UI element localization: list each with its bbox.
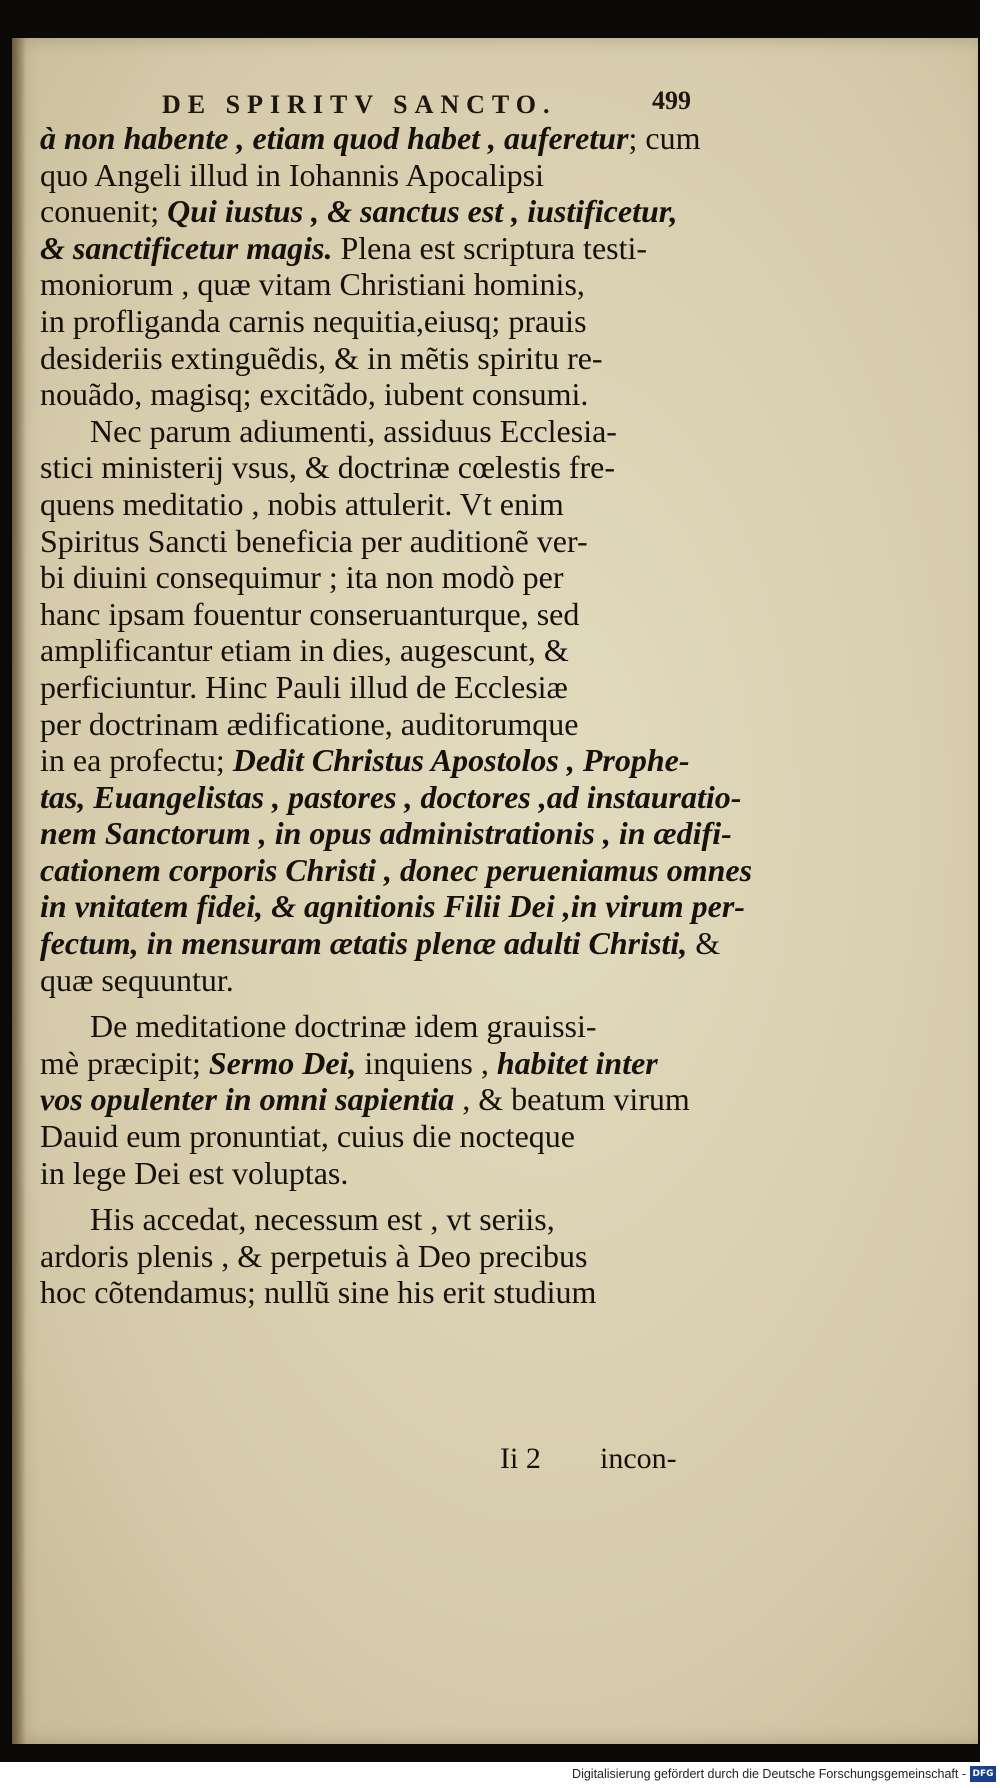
text-line: Spiritus Sancti beneficia per auditionẽ ver- [40, 522, 588, 559]
paragraph-gap [40, 1191, 700, 1201]
text-line: nem Sanctorum , in opus administrationis , in ædifi- [40, 815, 732, 852]
text-line: quo Angeli illud in Iohannis Apocalipsi [40, 156, 544, 193]
body-text [40, 120, 753, 1311]
text-line: nouãdo, magisq; excitãdo, iubent consumi. [40, 376, 589, 413]
dfg-logo: DFG [970, 1766, 996, 1782]
text-line: quens meditatio , nobis attulerit. Vt enim [40, 485, 564, 522]
text-line: amplificantur etiam in dies, augescunt, & [40, 632, 569, 669]
page-gutter-shadow [12, 38, 26, 1744]
signature-mark: Ii 2 [500, 1442, 541, 1475]
page-number: 499 [652, 86, 691, 115]
text-line: Dauid eum pronuntiat, cuius die nocteque [40, 1118, 575, 1155]
text-line: stici ministerij vsus, & doctrinæ cœlestis fre- [40, 449, 616, 486]
text-line: per doctrinam ædificatione, auditorumque [40, 705, 579, 742]
text-line: mè præcipit; Sermo Dei, inquiens , habitet inter [40, 1044, 658, 1081]
catchword: incon- [600, 1442, 677, 1475]
text-line: hoc cõtendamus; nullũ sine his erit studium [40, 1274, 597, 1311]
text-line: in lege Dei est voluptas. [40, 1154, 349, 1191]
text-line: ardoris plenis , & perpetuis à Deo precibus [40, 1237, 588, 1274]
text-line: tas, Euangelistas , pastores , doctores ,ad instauratio- [40, 778, 742, 815]
text-line: Nec parum adiumenti, assiduus Ecclesia- [90, 412, 617, 449]
text-line: conuenit; Qui iustus , & sanctus est , iustificetur, [40, 193, 678, 230]
book-page [12, 38, 978, 1744]
text-line: cationem corporis Christi , donec perueniamus omnes [40, 851, 753, 888]
text-line: in ea profectu; Dedit Christus Apostolos , Prophe- [40, 742, 690, 779]
digitization-footer [0, 1762, 1000, 1788]
text-line: vos opulenter in omni sapientia , & beatum virum [40, 1081, 690, 1118]
text-line: His accedat, necessum est , vt seriis, [90, 1201, 555, 1238]
text-line: bi diuini consequimur ; ita non modò per [40, 559, 564, 596]
text-line: perficiuntur. Hinc Pauli illud de Ecclesiæ [40, 668, 568, 705]
text-line: à non habente , etiam quod habet , auferetur; cum [40, 120, 701, 156]
text-line: & sanctificetur magis. Plena est scriptura testi- [40, 229, 648, 266]
text-line: fectum, in mensuram ætatis plenæ adulti Christi, & [40, 925, 721, 962]
text-line: desideriis extinguẽdis, & in mẽtis spiritu re- [40, 339, 603, 376]
text-line: in profliganda carnis nequitia,eiusq; prauis [40, 302, 587, 339]
funding-note: Digitalisierung gefördert durch die Deutsche Forschungsgemeinschaft - [572, 1767, 966, 1781]
text-line: in vnitatem fidei, & agnitionis Filii Dei ,in virum per- [40, 888, 745, 925]
text-line: hanc ipsam fouentur conseruanturque, sed [40, 595, 580, 632]
text-line: De meditatione doctrinæ idem grauissi- [90, 1008, 597, 1045]
text-line: moniorum , quæ vitam Christiani hominis, [40, 266, 585, 303]
paragraph-gap [40, 998, 700, 1008]
running-head: DE SPIRITV SANCTO. [162, 90, 557, 119]
text-line: quæ sequuntur. [40, 961, 234, 998]
